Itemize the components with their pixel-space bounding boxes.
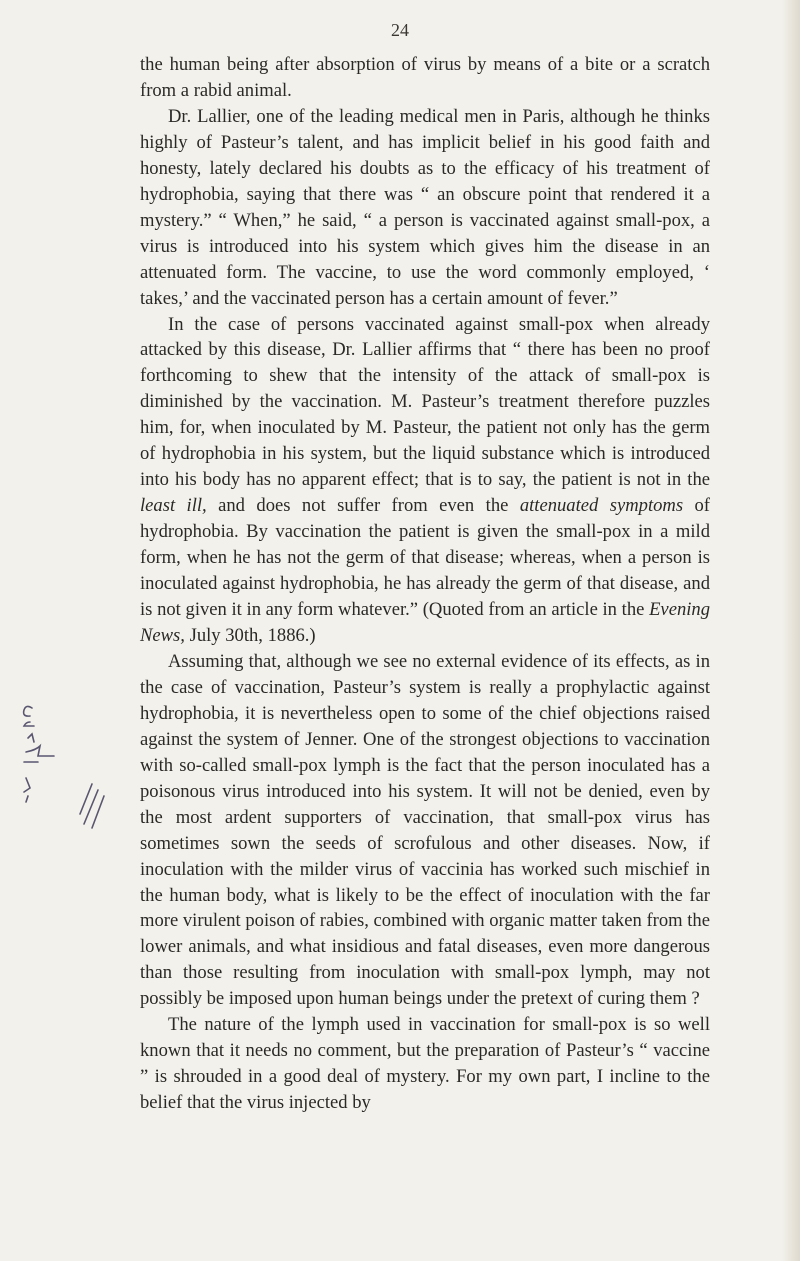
text-run: In the case of persons vaccinated against small-pox when already attacked by this disease, Dr. Lallier affirms that “ there has been no proof forthcoming to shew that the intensity of the attack of small-pox is diminished by the vaccination. M. Pasteur’s treatment therefore puzzles him, for, when inoculated by M. Pasteur, the patient not only has the germ of hydrophobia in his system, but the liquid substance which is introduced into his body has no apparent effect; that is to say, the patient is not in the — [140, 313, 710, 491]
page-edge-shadow — [782, 0, 800, 1261]
italic-phrase: attenuated symptoms — [519, 495, 684, 517]
page-number: 24 — [391, 20, 409, 40]
text-run: The nature of the lymph used in vaccination for small-pox is so well known that it needs no comment, but the preparation of Pasteur’s “ vaccine ” is shrouded in a good deal of mystery. For my own part, I incline to the belief that the virus injected by — [140, 1014, 710, 1114]
text-run: the human being after absorption of virus by means of a bite or a scratch from a rabid animal. — [140, 54, 710, 101]
text-run: July 30th, 1886.) — [184, 624, 316, 646]
italic-phrase: Evening News, — [140, 599, 710, 646]
italic-phrase: least ill, — [140, 495, 207, 517]
paragraph — [140, 649, 710, 1012]
text-run: Dr. Lallier, one of the leading medical men in Paris, although he thinks highly of Pasteur’s talent, and has implicit belief in his good faith and honesty, lately declared his doubts as to the efficacy of his treatment of hydrophobia, saying that there was “ an obscure point that rendered it a mystery.” “ When,” he said, “ a person is vaccinated against small-pox, a virus is introduced into his system which gives him the disease in an attenuated form. The vaccine, to use the word commonly employed, ‘ takes,’ and the vaccinated person has a certain amount of fever.” — [140, 105, 710, 309]
body-text — [140, 52, 710, 1116]
margin-pencil-scribble-icon — [0, 700, 110, 830]
paragraph — [140, 1012, 710, 1116]
paragraph — [140, 104, 710, 312]
text-run: of hydrophobia. By vaccination the patient is given the small-pox in a mild form, when he has not the germ of that disease; whereas, when a person is inoculated against hydrophobia, he has already the germ of that disease, and is not given it in any form whatever.” (Quoted from an article in the — [140, 495, 710, 621]
paragraph — [140, 52, 710, 104]
text-run: and does not suffer from even the — [206, 495, 520, 517]
paragraph — [140, 312, 710, 649]
text-run: Assuming that, although we see no external evidence of its effects, as in the case of vaccination, Pasteur’s system is really a prophylactic against hydrophobia, it is nevertheless open to some of the chief objections raised against the system of Jenner. One of the strongest objections to vaccination with so-called small-pox lymph is the fact that the person inoculated has a poisonous virus introduced into his system. It will not be denied, even by the most ardent supporters of vaccination, that small-pox virus has sometimes sown the seeds of scrofulous and other diseases. Now, if inoculation with the milder virus of vaccinia has worked such mischief in the human body, what is likely to be the effect of inoculation with the far more virulent poison of rabies, combined with organic matter taken from the lower animals, and what insidious and fatal diseases, even more dangerous than those resulting from inoculation with small-pox lymph, may not possibly be imposed upon human beings under the pretext of curing them ? — [140, 650, 710, 1010]
